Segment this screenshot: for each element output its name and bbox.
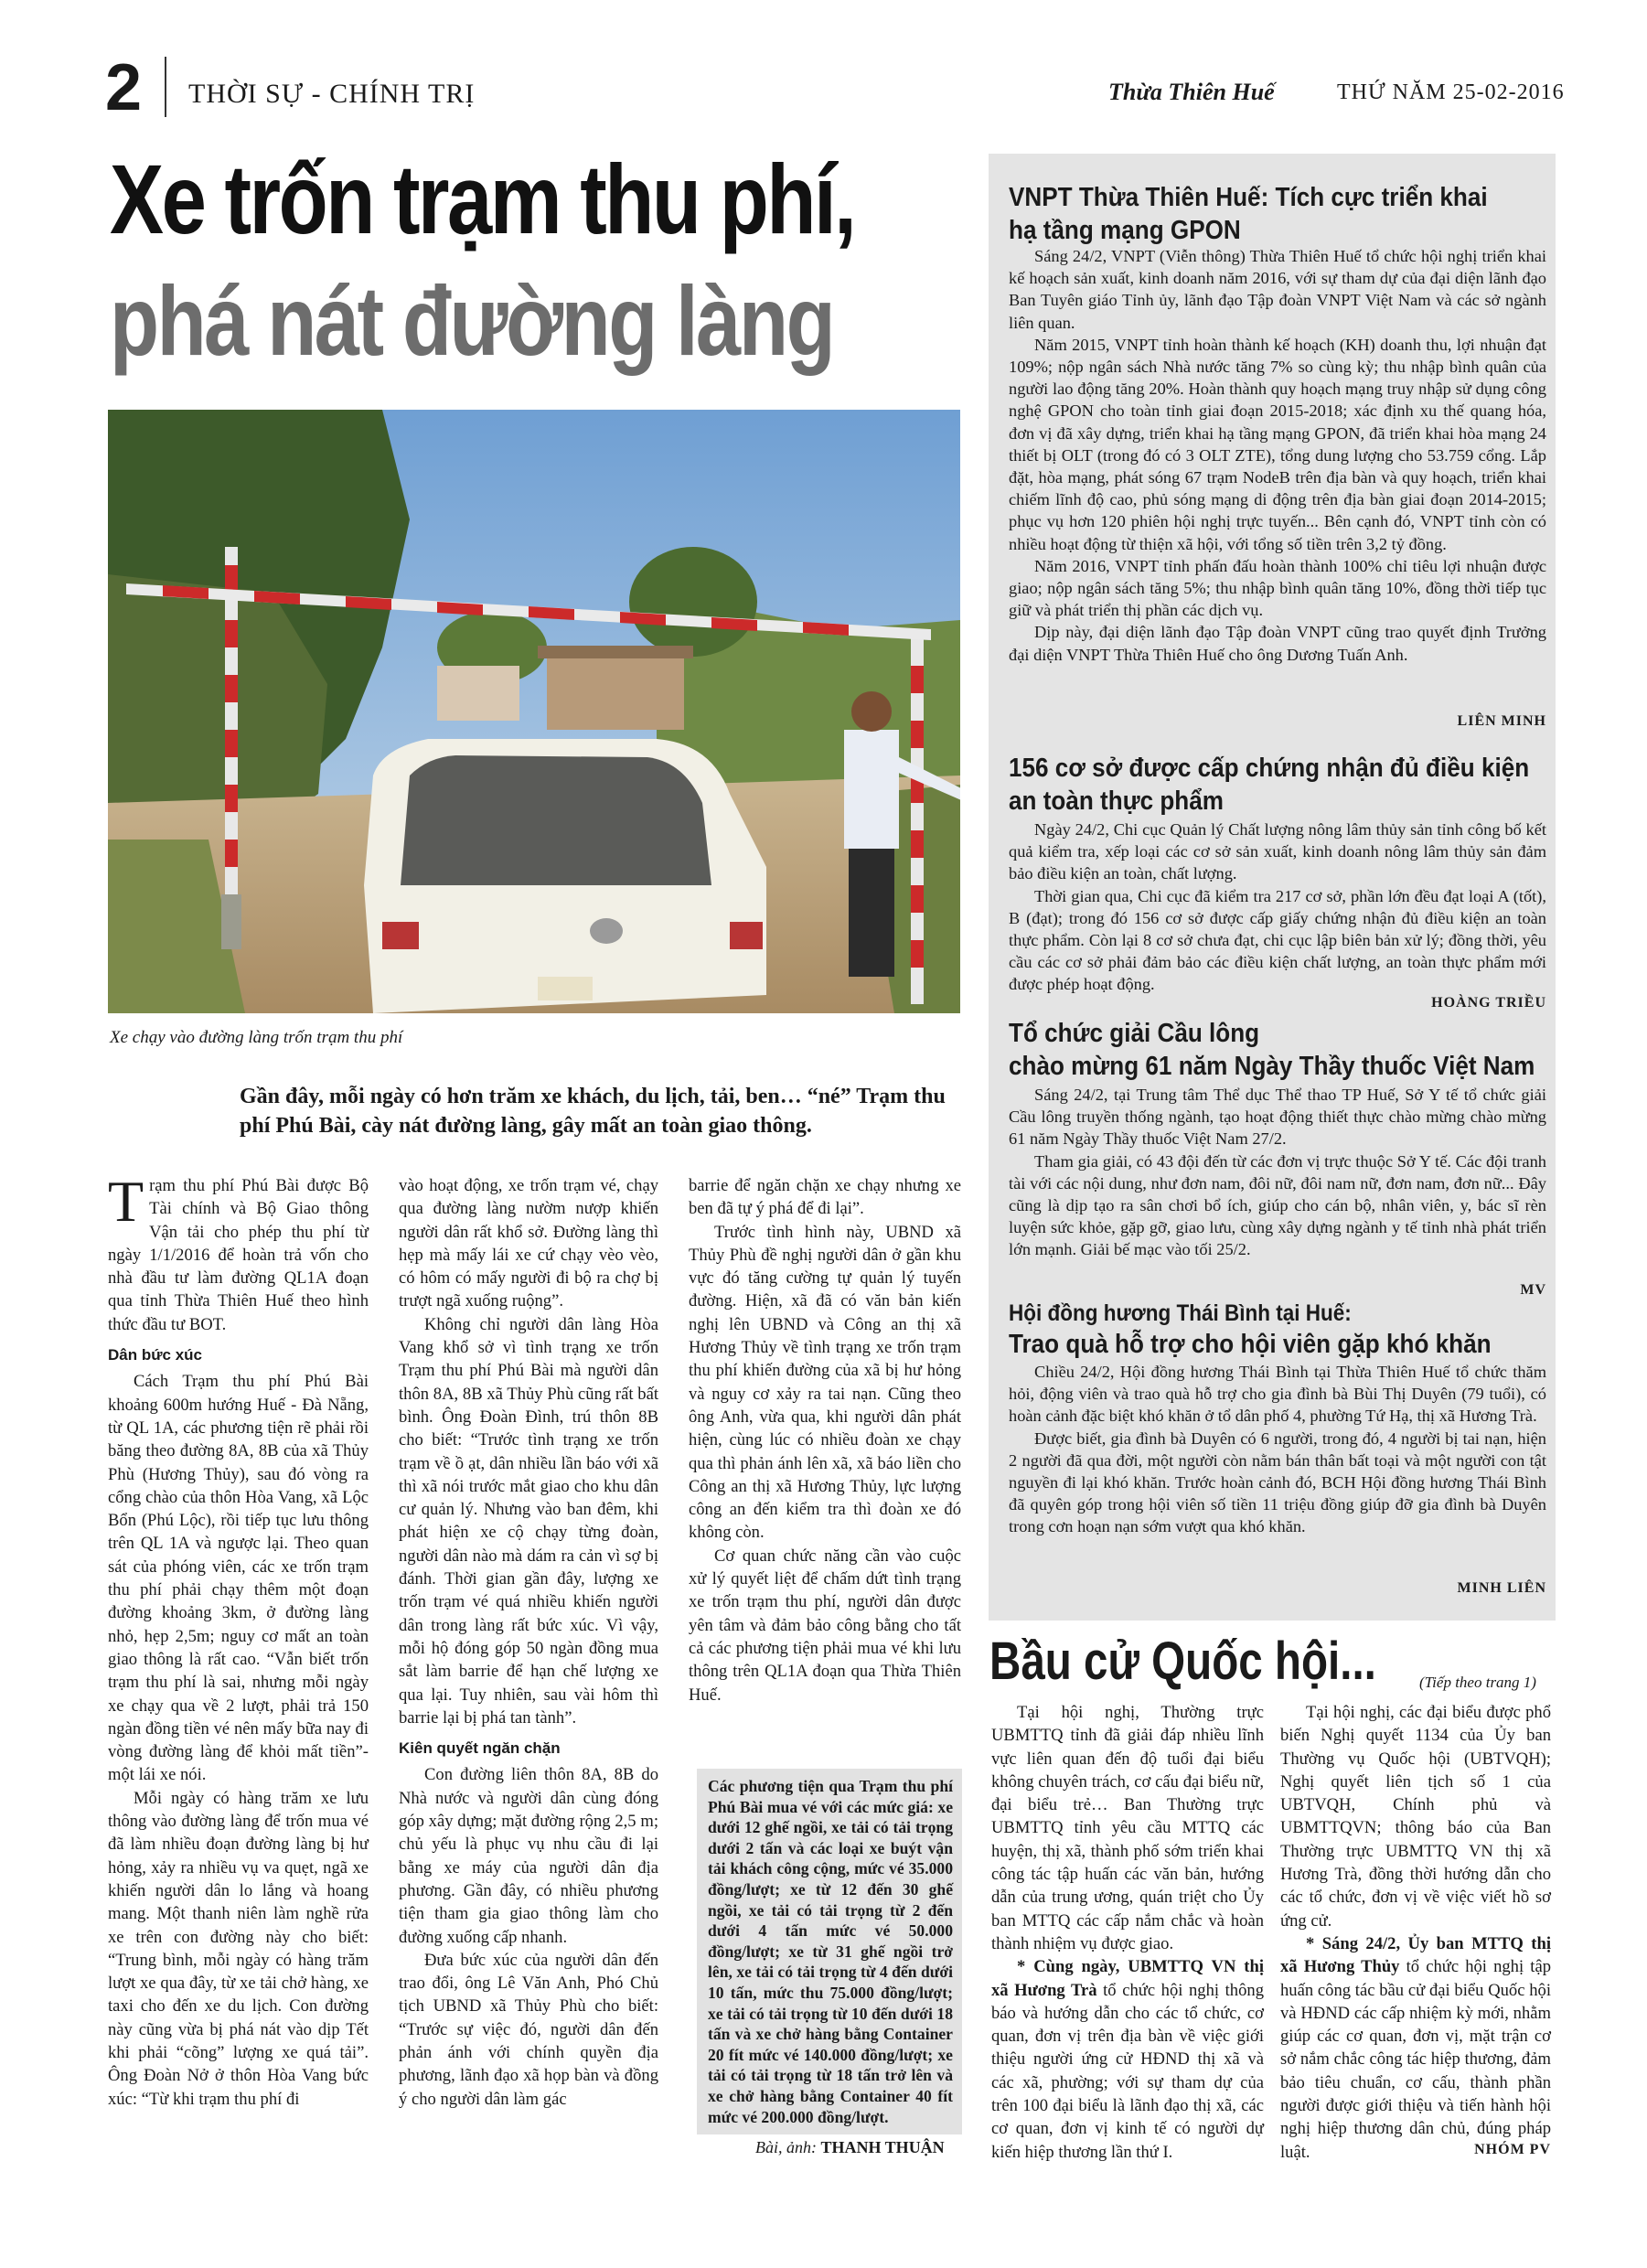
paragraph: vào hoạt động, xe trốn trạm vé, chạy qua đường làng nườm nượp khiến người dân rất khổ sở. Đường làng thì hẹp mà mấy lái xe cứ chạy vèo vèo, có hôm có mấy người đi bộ ra chợ bị trượt ngã xuống ruộng”.: [399, 1176, 658, 1311]
vnpt-body: [1009, 245, 1546, 666]
paragraph-lead: * Cùng ngày, UBMTTQ VN thị xã Hương Trà: [991, 1957, 1264, 2000]
paragraph: Cách Trạm thu phí Phú Bài khoảng 600m hướng Huế - Đà Nẵng, từ QL 1A, các phương tiện rẽ phải rồi băng theo đường 8A, 8B của xã Thủy Phù (Hương Thủy), sau đó vòng ra cổng chào của thôn Hòa Vang, xã Lộc Bổn (Phú Lộc), rồi tiếp tục lưu thông trên QL 1A và ngược lại. Theo quan sát của phóng viên, các xe trốn trạm thu phí phải chạy thêm một đoạn đường khoảng 3km, ở đường làng nhỏ, hẹp 2,5m; nguy cơ mất an toàn giao thông là rất cao. “Vẫn biết trốn trạm thu phí là sai, nhưng mỗi ngày xe chạy qua về 2 lượt, phải trả 150 ngàn đồng tiền vé nên mấy bữa nay đi vòng đường làng để khỏi mất tiền”- một lái xe nói.: [108, 1372, 369, 1785]
food-title-line-2: an toàn thực phẩm: [1009, 786, 1224, 816]
paragraph: Không chỉ người dân làng Hòa Vang khổ sở vì tình trạng xe trốn Trạm thu phí Phú Bài mà người dân thôn 8A, 8B xã Thủy Phù cũng rất bất bình. Ông Đoàn Đình, trú thôn 8B cho biết: “Trước tình trạng xe trốn trạm về ồ ạt, dân nhiều lần báo với xã thì xã nói trước mắt giao cho khu dân cư quản lý. Nhưng vào ban đêm, khi phát hiện xe cộ chạy từng đoàn, người dân nào mà dám ra cản vì sợ bị đánh. Thời gian gần đây, lượng xe trốn trạm vé quá nhiều khiến người dân trong làng rất bức xúc. Vì vậy, mỗi hộ đóng góp 50 ngàn đồng mua sắt làm barrie để hạn chế lượng xe qua lại. Tuy nhiên, sau vài hôm thì barrie lại bị phá tan tành”.: [399, 1314, 658, 1728]
article-column-2: [399, 1174, 658, 2111]
byline: [755, 2138, 945, 2157]
paragraph-text: tổ chức hội nghị tập huấn công tác bầu cử đại biểu Quốc hội và HĐND các cấp nhiệm kỳ mới, nhằm giúp các cơ quan, đơn vị, mặt trận cơ sở nắm chắc công tác hiệp thương, đảm bảo tiêu chuẩn, cơ cấu, thành phần người được giới thiệu và tiến hành hội nghị hiệp thương dân chủ, đúng pháp luật.: [1280, 1957, 1551, 2162]
hero-photo: [108, 410, 960, 1013]
thai-binh-body: [1009, 1361, 1546, 1538]
food-title-line-1: 156 cơ sở được cấp chứng nhận đủ điều kiện: [1009, 754, 1530, 783]
thai-binh-author: MINH LIÊN: [1457, 1580, 1546, 1596]
paper-name: Thừa Thiên Huế: [1108, 79, 1275, 105]
photo-caption: Xe chạy vào đường làng trốn trạm thu phí: [110, 1028, 403, 1047]
badminton-title-line-2: chào mừng 61 năm Ngày Thầy thuốc Việt Nam: [1009, 1052, 1535, 1081]
issue-date: THỨ NĂM 25-02-2016: [1337, 80, 1565, 104]
election-author: NHÓM PV: [1474, 2142, 1551, 2157]
badminton-body: [1009, 1084, 1546, 1261]
page-number: 2: [105, 51, 143, 124]
badminton-title-line-1: Tổ chức giải Cầu lông: [1009, 1019, 1260, 1048]
paragraph: Chiều 24/2, Hội đồng hương Thái Bình tại Thừa Thiên Huế tổ chức thăm hỏi, động viên và trao quà hỗ trợ cho gia đình bà Bùi Thị Duyên (79 tuổi), có hoàn cảnh đặc biệt khó khăn ở tổ dân phố 4, phường Tứ Hạ, thị xã Hương Trà.: [1009, 1363, 1546, 1426]
vnpt-title: [1009, 181, 1488, 247]
intro-text: rạm thu phí Phú Bài được Bộ Tài chính và Bộ Giao thông Vận tải cho phép thu phí từ ngày 1/1/2016 để hoàn trả vốn cho nhà đầu tư làm đường QL1A đoạn qua tỉnh Thừa Thiên Huế theo hình thức đầu tư BOT.: [108, 1176, 369, 1334]
badminton-author: MV: [1520, 1282, 1546, 1298]
article-intro: [108, 1169, 369, 1336]
badminton-title: [1009, 1017, 1535, 1083]
election-column-1: [991, 1701, 1264, 2164]
paragraph: Sáng 24/2, tại Trung tâm Thể dục Thể thao TP Huế, Sở Y tế tổ chức giải Cầu lông truyền thống ngành, tạo hoạt động thiết thực chào mừng chào mừng 61 năm Ngày Thầy thuốc Việt Nam 27/2.: [1009, 1086, 1546, 1149]
headline-line-1: Xe trốn trạm thu phí,: [110, 144, 855, 254]
thai-binh-kicker: Hội đồng hương Thái Bình tại Huế:: [1009, 1300, 1352, 1326]
subhead-dan-buc-xuc: Dân bức xúc: [108, 1346, 203, 1364]
toll-fee-box: Các phương tiện qua Trạm thu phí Phú Bài mua vé với các mức giá: xe dưới 12 ghế ngồi, xe tải có tải trọng dưới 2 tấn và các loại xe buýt vận tải khách công cộng, mức vé 35.000 đồng/lượt; xe từ 12 đến 30 ghế ngồi, xe tải có tải trọng từ 2 đến dưới 4 tấn mức vé 50.000 đồng/lượt; xe từ 31 ghế ngồi trở lên, xe tải có tải trọng từ 4 đến dưới 10 tấn, mức thu 75.000 đồng/lượt; xe tải có tải trọng từ 10 đến dưới 18 tấn và xe chở hàng bằng Container 20 fít mức vé 140.000 đồng/lượt; xe tải có tải trọng từ 18 tấn trở lên và xe chở hàng bằng Container 40 fít mức vé 200.000 đồng/lượt.: [697, 1769, 962, 2134]
food-safety-title: [1009, 752, 1529, 818]
paragraph: Con đường liên thôn 8A, 8B do Nhà nước và người dân cùng đóng góp xây dựng; mặt đường rộng 2,5 m; chủ yếu là phục vụ nhu cầu đi lại bằng xe máy của người dân địa phương. Gần đây, có nhiều phương tiện tham gia giao thông làm cho đường xuống cấp nhanh.: [399, 1765, 658, 1947]
paragraph-lead: * Sáng 24/2, Ủy ban MTTQ thị xã Hương Thủy: [1280, 1933, 1551, 1977]
article-column-3: [689, 1174, 961, 1706]
paragraph: Dịp này, đại diện lãnh đạo Tập đoàn VNPT cũng trao quyết định Trưởng đại diện VNPT Thừa Thiên Huế cho ông Dương Tuấn Anh.: [1009, 623, 1546, 664]
paragraph: Cơ quan chức năng cần vào cuộc xử lý quyết liệt để chấm dứt tình trạng xe trốn trạm thu phí, người dân được yên tâm và đảm bảo công bằng cho tất cả các phương tiện phải mua vé khi lưu thông trên QL1A đoạn qua Thừa Thiên Huế.: [689, 1546, 961, 1705]
paragraph: Mỗi ngày có hàng trăm xe lưu thông vào đường làng để trốn mua vé đã làm nhiều đoạn đường làng bị hư hỏng, xảy ra nhiều vụ va quẹt, ngã xe khiến người dân lo lắng và hoang mang. Một thanh niên làm nghề rửa xe trên con đường này cho biết: “Trung bình, mỗi ngày có hàng trăm lượt xe qua đây, từ xe tải chở hàng, xe taxi cho đến xe du lịch. Con đường này cũng vừa bị phá nát vào dịp Tết khi phải “cõng” lượng xe quá tải”. Ông Đoàn Nở ở thôn Hòa Vang bức xúc: “Từ khi trạm thu phí đi: [108, 1788, 369, 2109]
photo-illustration: [108, 410, 960, 1013]
paragraph: [991, 1955, 1264, 2164]
paragraph: Ngày 24/2, Chi cục Quản lý Chất lượng nông lâm thủy sản tỉnh công bố kết quả kiểm tra, xếp loại các cơ sở sản xuất, kinh doanh nông lâm thủy sản đảm bảo điều kiện an toàn, chất lượng.: [1009, 820, 1546, 883]
paragraph: Thời gian qua, Chi cục đã kiểm tra 217 cơ sở, phần lớn đều đạt loại A (tốt), B (đạt); trong đó 156 cơ sở được cấp giấy chứng nhận đủ điều kiện an toàn thực phẩm. Còn lại 8 cơ sở chưa đạt, chi cục lập biên bản xử lý; đồng thời, yêu cầu các cơ sở phải đảm bảo các điều kiện chất lượng, an toàn thực phẩm mới được phép hoạt động.: [1009, 886, 1546, 994]
paragraph: Sáng 24/2, VNPT (Viễn thông) Thừa Thiên Huế tổ chức hội nghị triển khai kế hoạch sản xuất, kinh doanh năm 2016, với sự tham dự của đại diện lãnh đạo Ban Tuyên giáo Tỉnh ủy, lãnh đạo Tập đoàn VNPT Việt Nam và các sở ngành liên quan.: [1009, 247, 1546, 332]
paragraph: Năm 2015, VNPT tỉnh hoàn thành kế hoạch (KH) doanh thu, lợi nhuận đạt 109%; nộp ngân sách Nhà nước tăng 7% so cùng kỳ; thu nhập bình quân của người lao động tăng 20%. Hoàn thành quy hoạch mạng truy nhập sử dụng công nghệ GPON cho toàn tỉnh giai đoạn 2015-2018; xác định xu thế quang hóa, đơn vị đã xây dựng, triển khai hạ tầng mạng GPON, đã triển khai hòa mạng 24 thiết bị OLT (trong đó có 3 OLT ZTE), tổng dung lượng cho 53.759 cổng. Lắp đặt, hòa mạng, phát sóng 67 trạm NodeB trên địa bàn và quy hoạch, triển khai chiếm lĩnh độ cao, phủ sóng mạng di động trên địa bàn giai đoạn 2014-2015; phục vụ hơn 120 phiên hội nghị trực tuyến... Bên cạnh đó, VNPT tỉnh còn có nhiều hoạt động từ thiện xã hội, với tổng số tiền trên 3,2 tỷ đồng.: [1009, 335, 1546, 553]
food-safety-author: HOÀNG TRIỀU: [1431, 995, 1546, 1011]
paragraph: [1280, 1932, 1551, 2164]
headline-line-2: phá nát đường làng: [110, 265, 834, 376]
paragraph: Tại hội nghị, Thường trực UBMTTQ tỉnh đã giải đáp nhiều lĩnh vực liên quan đến độ tuổi đại biểu không chuyên trách, cơ cấu đại biểu nữ, đại biểu trẻ… Ban Thường trực UBMTTQ tỉnh yêu cầu MTTQ các huyện, thị xã, thành phố sớm triển khai công tác tập huấn các văn bản, hướng dẫn của trung ương, quán triệt cho Ủy ban MTTQ các cấp nắm chắc và hoàn thành nhiệm vụ được giao.: [991, 1703, 1264, 1953]
continued-note: (Tiếp theo trang 1): [1419, 1674, 1536, 1691]
vnpt-title-line-1: VNPT Thừa Thiên Huế: Tích cực triển khai: [1009, 183, 1488, 212]
paragraph: barrie để ngăn chặn xe chạy nhưng xe ben đã tự ý phá để đi lại”.: [689, 1176, 961, 1219]
paragraph: Được biết, gia đình bà Duyên có 6 người, trong đó, 4 người bị tai nạn, hiện 2 người đã qua đời, một người còn nằm bán thân bất toại và một người con tật nguyền đi lại khó khăn. Trước hoàn cảnh đó, BCH Hội đồng hương Thái Bình đã quyên góp trong hội viên số tiền 11 triệu đồng giúp đỡ gia đình bà Duyên trong cơn hoạn nạn sớm vượt qua khó khăn.: [1009, 1428, 1546, 1536]
section-label: THỜI SỰ - CHÍNH TRỊ: [188, 79, 476, 109]
paragraph: Đưa bức xúc của người dân đến trao đổi, ông Lê Văn Anh, Phó Chủ tịch UBND xã Thủy Phù cho biết: “Trước sự việc đó, người dân đến phản ánh với chính quyền địa phương, lãnh đạo xã họp bàn và đồng ý cho người dân làm gác: [399, 1950, 658, 2109]
paragraph: Tại hội nghị, các đại biểu được phổ biến Nghị quyết 1134 của Ủy ban Thường vụ Quốc hội (UBTVQH); Nghị quyết liên tịch số 1 của UBTVQH, Chính phủ và UBMTTQVN; thông báo của Ban Thường trực UBMTTQ VN thị xã Hương Trà, đồng thời hướng dẫn cho các tổ chức, đơn vị về việc viết hồ sơ ứng cử.: [1280, 1703, 1551, 1931]
paragraph: Tham gia giải, có 43 đội đến từ các đơn vị trực thuộc Sở Y tế. Các đội tranh tài với các nội dung, như đơn nam, đôi nữ, đôi nam nữ, đơn nam, đơn nữ... Đây cũng là dịp tạo ra sân chơi bổ ích, giúp cho cán bộ, nhân viên, y, bác sĩ rèn luyện sức khỏe, gặp gỡ, giao lưu, cùng xây dựng ngành y tế tỉnh nhà phát triển lớn mạnh. Giải bế mạc vào tối 25/2.: [1009, 1151, 1546, 1259]
article-lead: Gần đây, mỗi ngày có hơn trăm xe khách, du lịch, tải, ben… “né” Trạm thu phí Phú Bài, cày nát đường làng, gây mất an toàn giao thông.: [240, 1085, 946, 1138]
election-column-2: [1280, 1701, 1551, 2164]
vnpt-title-line-2: hạ tầng mạng GPON: [1009, 216, 1241, 245]
food-safety-body: [1009, 818, 1546, 996]
byline-label: Bài, ảnh:: [755, 2138, 817, 2156]
election-title: Bầu cử Quốc hội...: [989, 1631, 1376, 1691]
paragraph: Năm 2016, VNPT tỉnh phấn đấu hoàn thành 100% chỉ tiêu lợi nhuận được giao; nộp ngân sách tăng 5%; thu nhập bình quân tăng 10%, đồng thời tiếp tục giữ và phát triển thị phần các dịch vụ.: [1009, 556, 1546, 620]
subhead-kien-quyet: Kiên quyết ngăn chặn: [399, 1739, 561, 1758]
dropcap: T: [108, 1169, 144, 1234]
article-column-1: [108, 1169, 369, 2111]
thai-binh-title: Trao quà hỗ trợ cho hội viên gặp khó khăn: [1009, 1330, 1492, 1359]
byline-author: THANH THUẬN: [820, 2138, 945, 2156]
paragraph-text: tổ chức hội nghị thông báo và hướng dẫn cho các tổ chức, cơ quan, đơn vị trên địa bàn về việc giới thiệu người ứng cử HĐND thị xã và các xã, phường; với sự tham dự của trên 100 đại biểu là lãnh đạo thị xã, các cơ quan, đơn vị kinh tế có người dự kiến hiệp thương lần thứ I.: [991, 1980, 1264, 2162]
vnpt-author: LIÊN MINH: [1457, 713, 1546, 729]
paragraph: Trước tình hình này, UBND xã Thủy Phù đề nghị người dân ở gần khu vực đó tăng cường tự quản lý tuyến đường. Hiện, xã đã có văn bản kiến nghị lên UBND và Công an thị xã Hương Thủy về tình trạng xe trốn trạm thu phí khiến đường của xã bị hư hỏng và nguy cơ xảy ra tai nạn. Cũng theo ông Anh, vừa qua, khi người dân phát hiện, cùng lúc có nhiều đoàn xe chạy qua thì phản ánh lên xã, xã báo liền cho Công an thị xã Hương Thủy, lực lượng công an đến kiểm tra thì đoàn xe đó không còn.: [689, 1222, 961, 1543]
header-divider: [165, 57, 166, 117]
